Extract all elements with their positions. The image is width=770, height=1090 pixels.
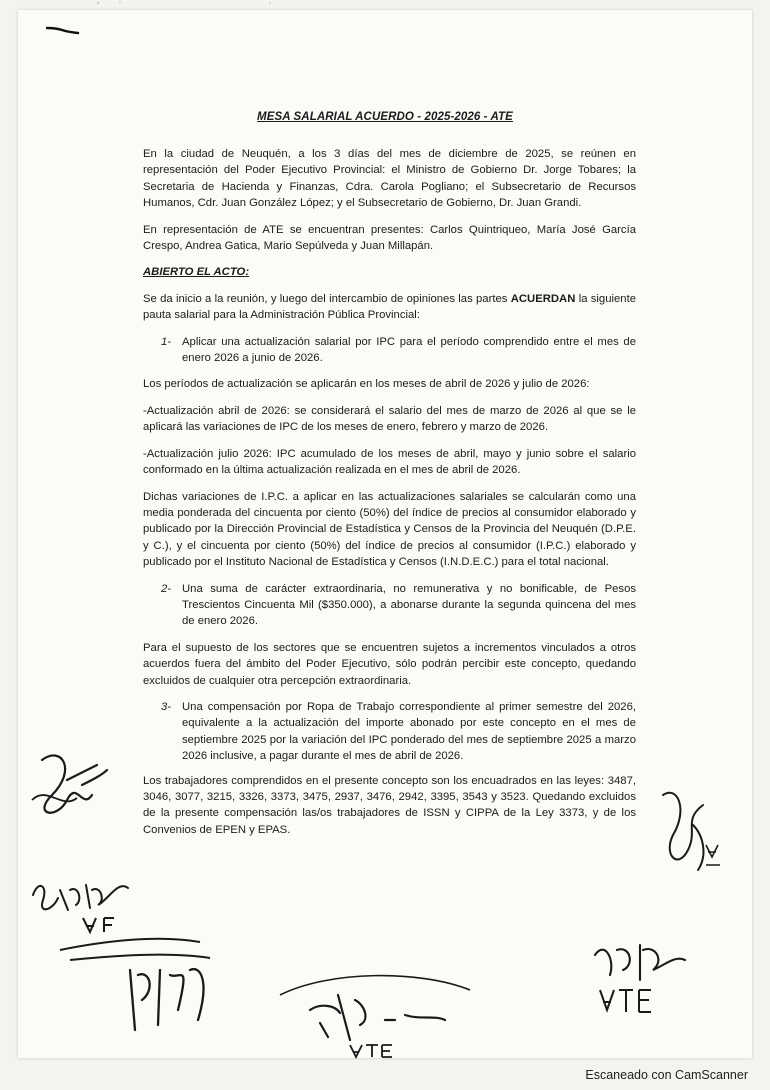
section-heading: ABIERTO EL ACTO: [143, 266, 250, 279]
agreement-text-after: la siguiente pauta salarial para la Administración Pública Provincial: [143, 292, 636, 322]
pen-mark [46, 24, 80, 36]
april-update-paragraph: -Actualización abril de 2026: se considerará el salario del mes de marzo de 2026 al que se le aplicará las variaciones de IPC de los meses de enero, febrero y marzo de 2026. [143, 404, 636, 434]
intro-paragraph: En la ciudad de Neuquén, a los 3 días del mes de diciembre de 2025, se reúnen en representación del Poder Ejecutivo Provincial: el Ministro de Gobierno Dr. Jorge Tobares; la Secretaria de Hacienda y Finanzas, Cdra. Carola Pogliano; el Subsecretario de Recursos Humanos, Cdr. Juan González López; y el Subsecretario de Gobierno, Dr. Juan Grandi. [143, 148, 636, 210]
camscanner-watermark: Escaneado con CamScanner [585, 1068, 748, 1082]
list-item-1 [143, 334, 636, 367]
list-item-number: 2- [161, 582, 172, 595]
document-title: MESA SALARIAL ACUERDO - 2025-2026 - ATE [257, 111, 513, 123]
ipc-paragraph: Dichas variaciones de I.P.C. a aplicar en las actualizaciones salariales se calcularán como una media ponderada del cincuenta por ciento (50%) del índice de precios al consumidor elaborado y publicado por la Dirección Provincial de Estadística y Censos de la Provincia del Neuquén (D.P.E. y C.), y el cincuenta por ciento (50%) del índice de precios al consumidor (I.P.C.) elaborado y publicado por el Instituto Nacional de Estadística y Censos (I.N.D.E.C.) para el total nacional. [143, 490, 636, 569]
list-item-text: Una suma de carácter extraordinaria, no remunerativa y no bonificable, de Pesos Trescientos Cincuenta Mil ($350.000), a abonarse durante la segunda quincena del mes de enero 2026. [182, 582, 636, 628]
agreement-paragraph [143, 291, 636, 324]
ate-representatives-paragraph: En representación de ATE se encuentran presentes: Carlos Quintriqueo, María José García Crespo, Andrea Gatica, Mario Sepúlveda y Juan Millapán. [143, 223, 636, 253]
sectors-paragraph: Para el supuesto de los sectores que se encuentren sujetos a incrementos vinculados a otros acuerdos fuera del ámbito del Poder Ejecutivo, sólo podrán percibir este concepto, quedando excluidos de cualquier otra percepción extraordinaria. [143, 641, 636, 687]
agreement-text-before: Se da inicio a la reunión, y luego del intercambio de opiniones las partes [143, 292, 511, 305]
scan-top-artifact [90, 0, 290, 10]
workers-paragraph: Los trabajadores comprendidos en el presente concepto son los encuadrados en las leyes: 3487, 3046, 3077, 3215, 3326, 3373, 3475, 2937, 3476, 2942, 3395, 3543 y 3523. Quedando excluidos de la presente compensación las/os trabajadores de ISSN y CIPPA de la Ley 3373, y de los Convenios de EPEN y EPAS. [143, 774, 636, 836]
july-update-paragraph: -Actualización julio 2026: IPC acumulado de los meses de abril, mayo y junio sobre el salario conformado en la última actualización realizada en el mes de abril de 2026. [143, 447, 636, 477]
list-item-text: Aplicar una actualización salarial por IPC para el período comprendido entre el mes de enero 2026 a junio de 2026. [182, 335, 636, 365]
agreement-keyword: ACUERDAN [510, 292, 576, 305]
list-item-number: 1- [161, 335, 172, 348]
list-item-number: 3- [161, 700, 172, 713]
periods-paragraph: Los períodos de actualización se aplicarán en los meses de abril de 2026 y julio de 2026: [143, 378, 590, 391]
list-item-3 [143, 699, 636, 765]
list-item-2 [143, 581, 636, 630]
document-body [143, 146, 636, 838]
list-item-text: Una compensación por Ropa de Trabajo correspondiente al primer semestre del 2026, equivalente a la actualización del importe abonado por este concepto en el mes de septiembre 2025 por la variación del IPC ponderado del mes de septiembre 2025 a marzo 2026 inclusive, a pagar durante el mes de abril de 2026. [182, 700, 636, 763]
